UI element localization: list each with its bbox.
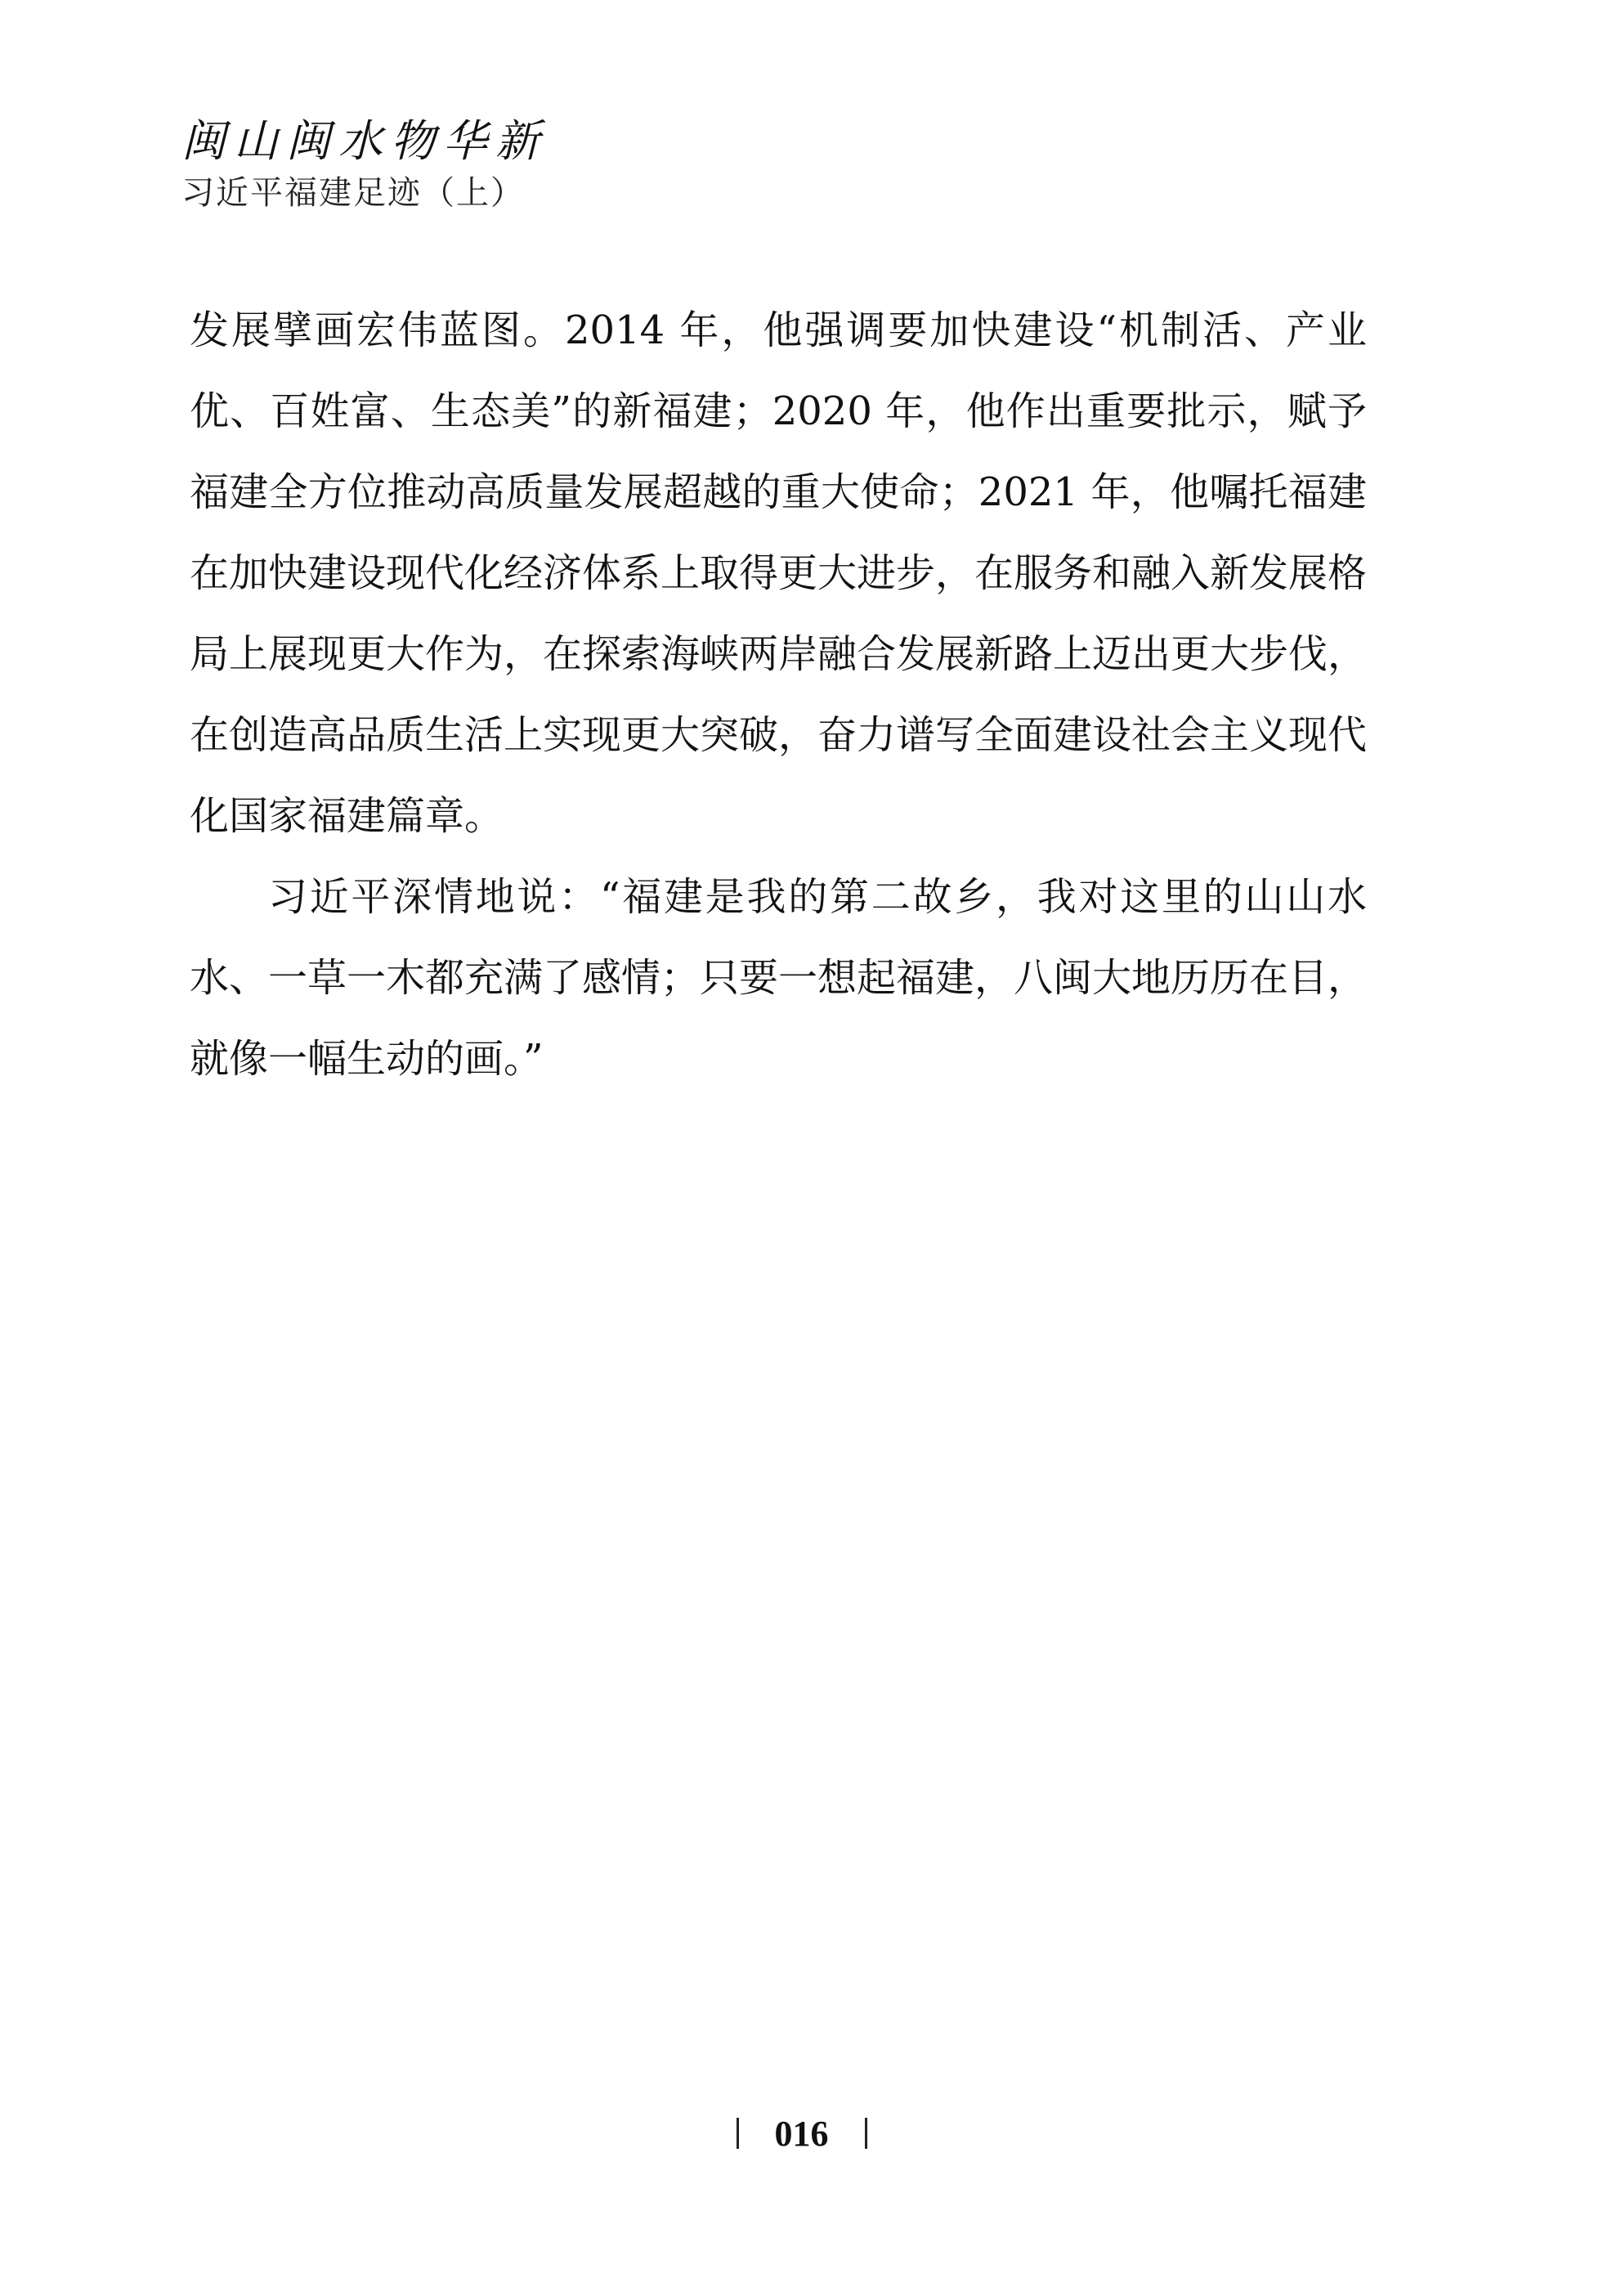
series-title: 闽山闽水物华新 [181,115,548,167]
paragraph-quote: 习近平深情地说：“福建是我的第二故乡，我对这里的山山水水、一草一木都充满了感情；只要一想起福建，八闽大地历历在目，就像一幅生动的画。” [190,874,1368,1082]
running-header [181,113,999,216]
footer-left-rule [737,2118,739,2149]
page-footer [0,2110,1603,2159]
book-title: 习近平福建足迹（上） [181,174,525,212]
footer-right-rule [865,2118,867,2149]
paragraph-continued: 发展擘画宏伟蓝图。2014 年，他强调要加快建设“机制活、产业优、百姓富、生态美”的新福建；2020 年，他作出重要批示，赋予福建全方位推动高质量发展超越的重大使命；2021 年，他嘱托福建在加快建设现代化经济体系上取得更大进步，在服务和融入新发展格局上展现更大作为，在探索海峡两岸融合发展新路上迈出更大步伐，在创造高品质生活上实现更大突破，奋力谱写全面建设社会主义现代化国家福建篇章。 [190,307,1368,839]
page-number: 016 [774,2114,829,2154]
body-text [190,290,1367,1100]
